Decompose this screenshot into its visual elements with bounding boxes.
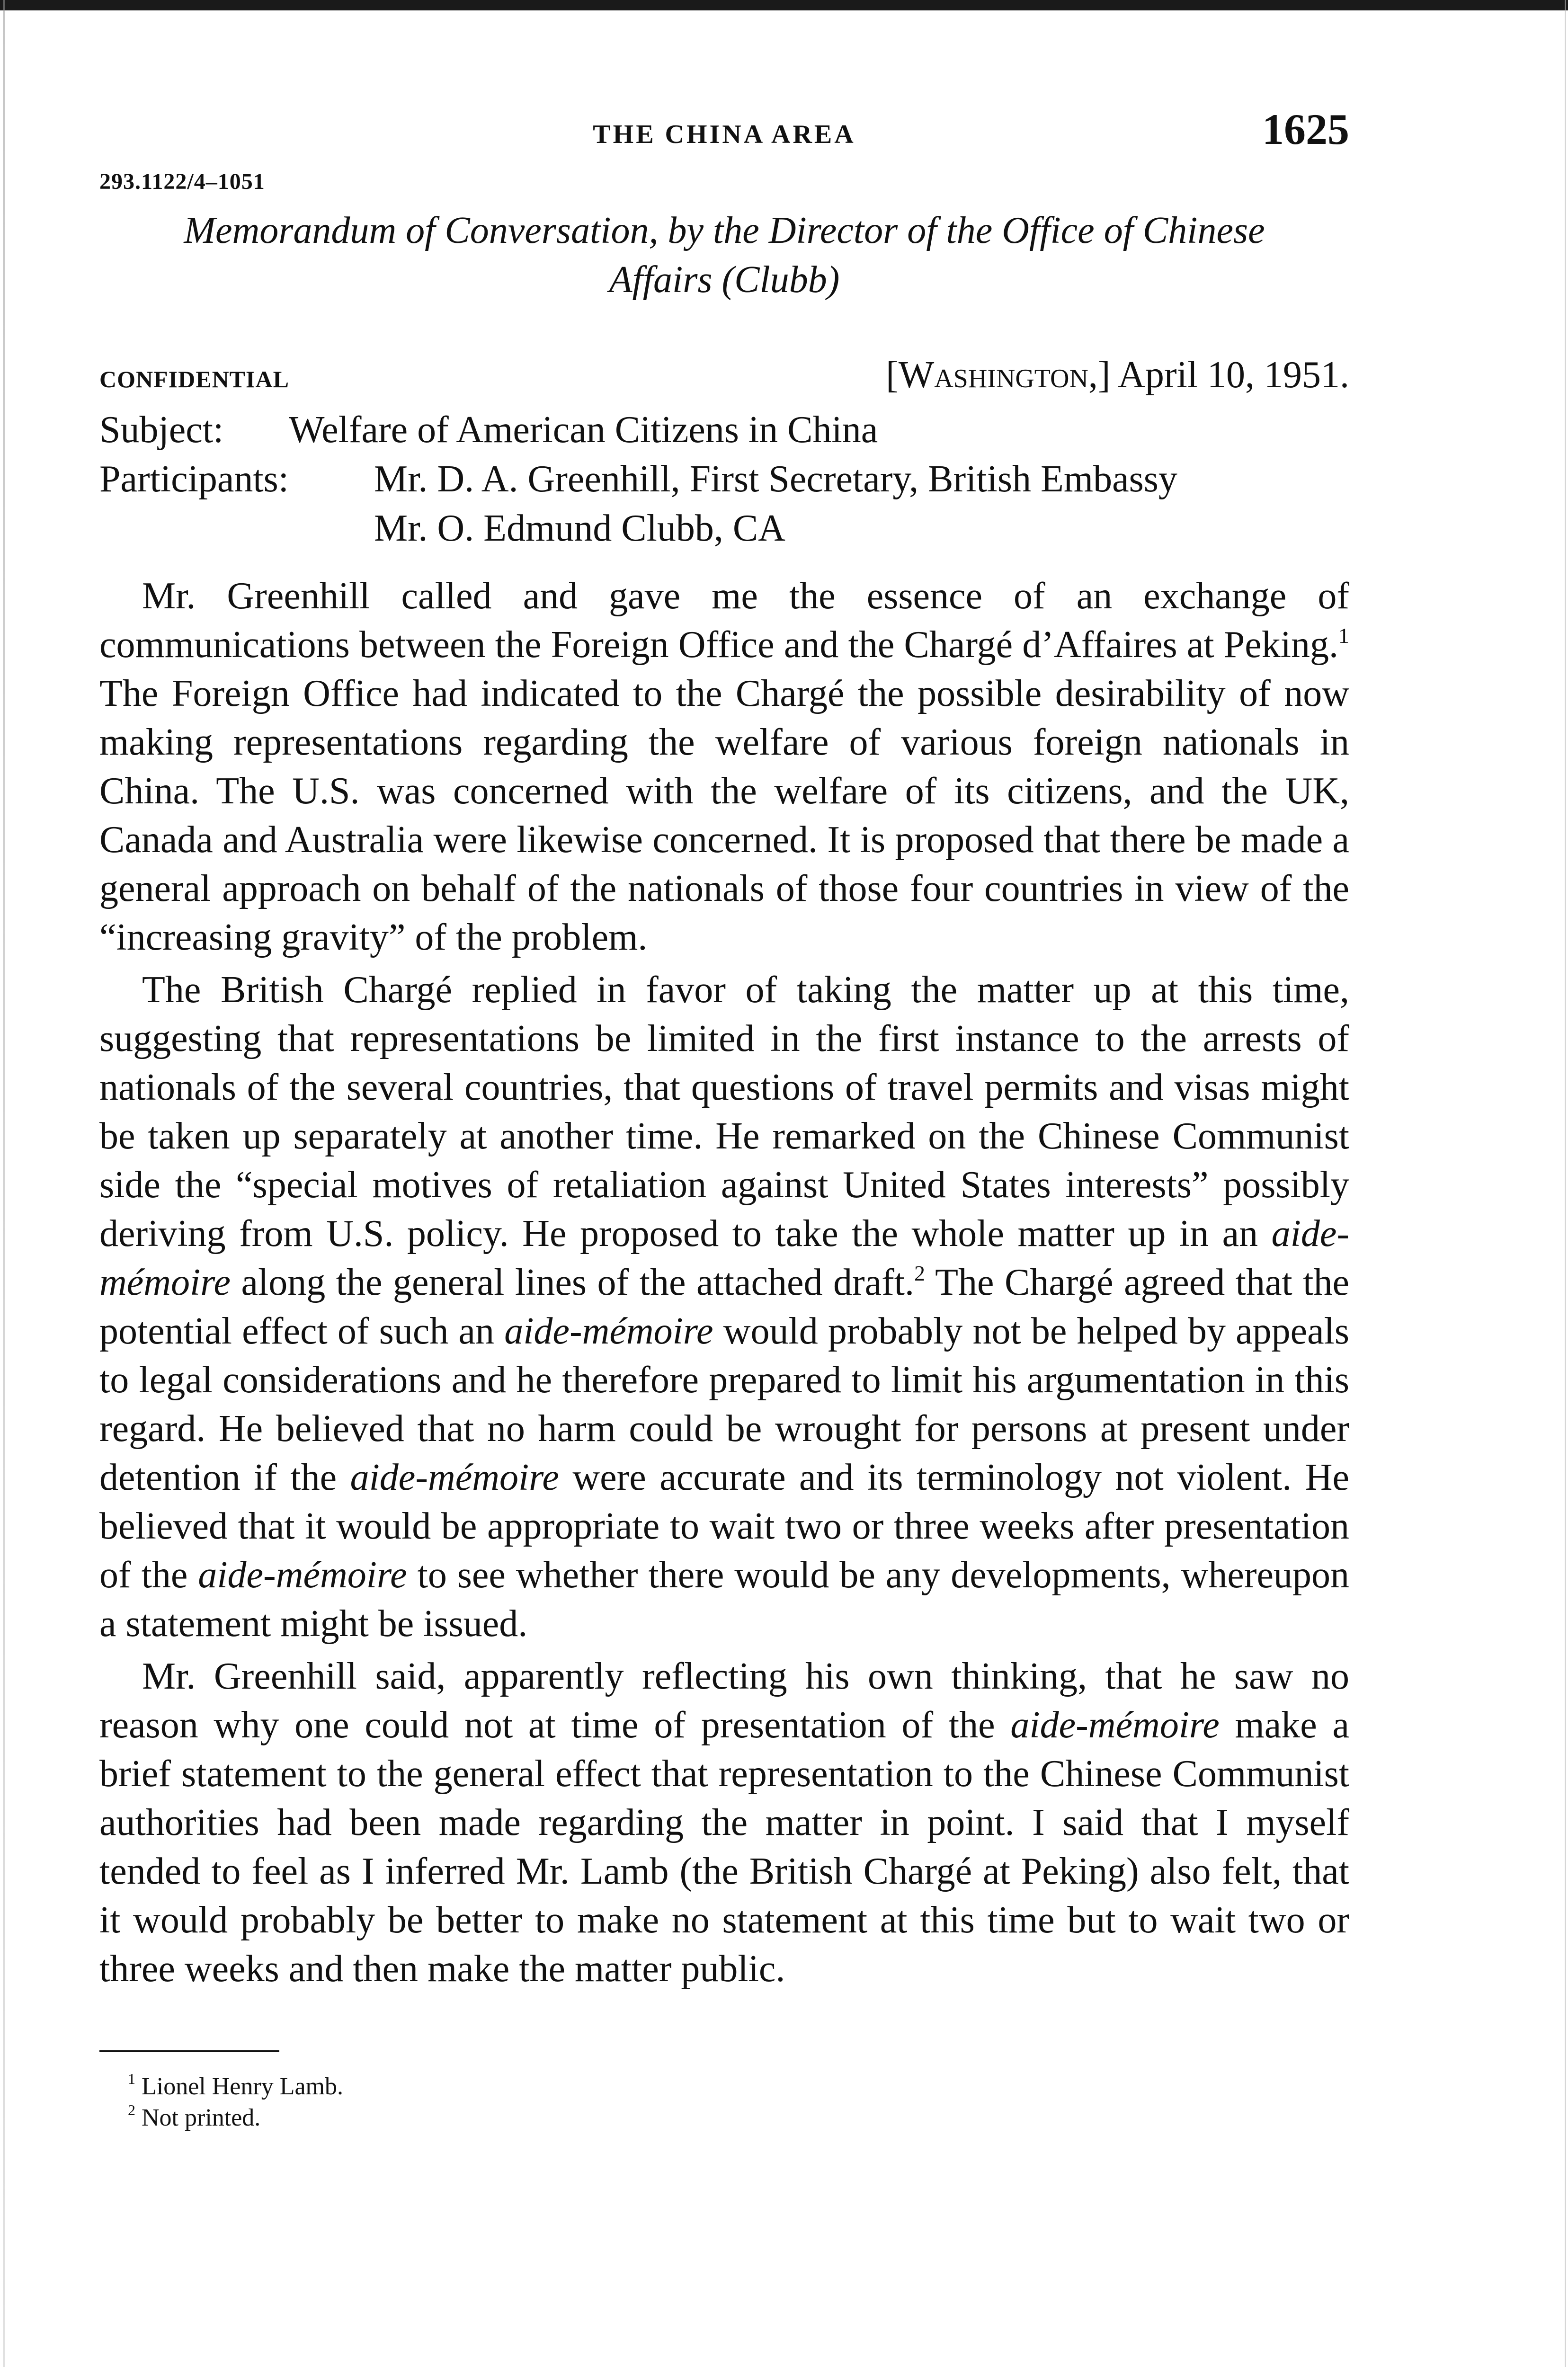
text: were accurate and its terminology not violent. He believed that it would be appropriate to wait two or three weeks after presentation of the — [99, 1457, 1349, 1596]
footnote-1 — [128, 2071, 1349, 2102]
aide-memoire-term: aide-mémoire — [99, 1213, 1349, 1303]
dateline-place: [Washington,] — [886, 354, 1111, 396]
dateline-date: April 10, 1951. — [1118, 354, 1349, 396]
footnote-text: Lionel Henry Lamb. — [142, 2073, 343, 2100]
aide-memoire-term: aide-mémoire — [350, 1457, 559, 1498]
text: would probably not be helped by appeals to legal considerations and he therefore prepared to limit his argumentation in this regard. He believed that no harm could be wrought for persons at present under detention if the — [99, 1310, 1350, 1498]
memo-title — [99, 206, 1349, 304]
participant: Mr. O. Edmund Clubb, CA — [374, 507, 785, 549]
scan-right-edge — [1565, 0, 1566, 2367]
participants-label: Participants: — [99, 458, 289, 500]
footnote-rule — [99, 2050, 279, 2052]
participant: Mr. D. A. Greenhill, First Secretary, British Embassy — [374, 458, 1177, 500]
paragraph-2 — [99, 966, 1349, 1648]
aide-memoire-term: aide-mémoire — [198, 1554, 407, 1596]
footnote-2 — [128, 2102, 1349, 2134]
scan-left-edge — [3, 0, 5, 2367]
participants-row — [99, 454, 1349, 553]
paragraph-1 — [99, 572, 1349, 962]
dateline — [886, 354, 1349, 397]
text: along the general lines of the attached draft. — [230, 1262, 915, 1303]
footnote-ref-1: 1 — [1338, 623, 1349, 648]
footnote-mark: 1 — [128, 2070, 135, 2087]
file-number: 293.1122/4–1051 — [99, 169, 265, 194]
text: make a brief statement to the general effect that representation to the Chinese Communist authorities had been made regarding the matter in point. I said that I myself tended to feel as I inferred Mr. Lamb (the British Chargé at Peking) also felt, that it would probably be better to make no statement at this time but to wait two or three weeks and then make the matter public. — [99, 1704, 1350, 1990]
memo-title-line-2: Affairs (Clubb) — [609, 259, 840, 301]
footnote-ref-2: 2 — [914, 1261, 926, 1285]
scan-top-edge — [0, 0, 1568, 10]
text: The Foreign Office had indicated to the Chargé the possible desirability of now making representations regarding the welfare of various foreign nationals in China. The U.S. was concerned with the welfare of its citizens, and the UK, Canada and Australia were likewise concerned. It is proposed that there be made a general approach on behalf of the nationals of those four countries in view of the “increasing gravity” of the problem. — [99, 673, 1349, 958]
subject-label: Subject: — [99, 409, 224, 451]
classification: CONFIDENTIAL — [99, 366, 289, 392]
running-head — [99, 95, 1349, 166]
subject-text: Welfare of American Citizens in China — [289, 409, 878, 451]
text: The British Chargé replied in favor of taking the matter up at this time, suggesting that representations be limited in the first instance to the arrests of nationals of the several countries, that questions of travel permits and visas might be taken up separately at another time. He remarked on the Chinese Communist side the “special motives of retaliation against United States interests” possibly deriving from U.S. policy. He proposed to take the whole matter up in an — [99, 969, 1349, 1255]
text: Mr. Greenhill said, apparently reflecting his own thinking, that he saw no reason why one could not at time of presentation of the — [99, 1655, 1349, 1746]
memo-title-line-1: Memorandum of Conversation, by the Director of the Office of Chinese — [184, 210, 1265, 251]
paragraph-3 — [99, 1652, 1349, 1993]
text: The Chargé agreed that the potential effect of such an — [99, 1262, 1350, 1352]
footnote-mark: 2 — [128, 2101, 135, 2118]
footnote-text: Not printed. — [142, 2104, 261, 2131]
participants-list — [374, 454, 1177, 553]
text: to see whether there would be any developments, whereupon a statement might be issued. — [99, 1554, 1350, 1645]
aide-memoire-term: aide-mémoire — [504, 1310, 713, 1352]
subject-row — [99, 405, 1349, 454]
page-number: 1625 — [1262, 105, 1349, 153]
aide-memoire-term: aide-mémoire — [1010, 1704, 1220, 1746]
text: Mr. Greenhill called and gave me the essence of an exchange of communications between the Foreign Office and the Chargé d’Affaires at Peking. — [99, 575, 1349, 666]
document-page — [99, 95, 1349, 2134]
classification-dateline — [99, 354, 1349, 397]
running-title: THE CHINA AREA — [593, 120, 856, 149]
